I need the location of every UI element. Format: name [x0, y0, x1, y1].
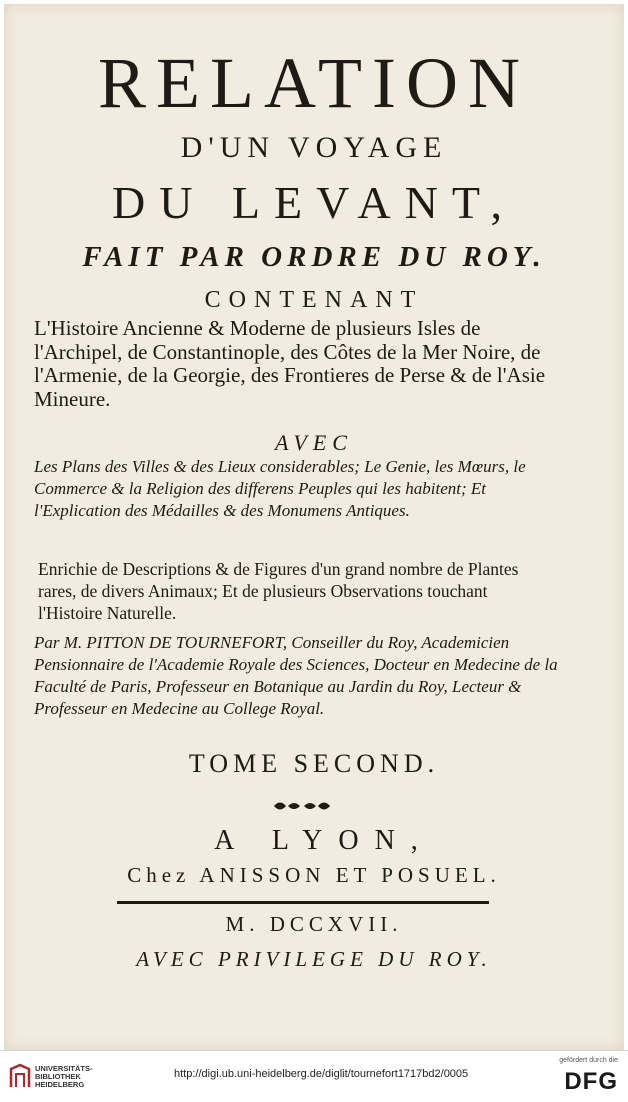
- dfg-logo[interactable]: DFG: [564, 1068, 618, 1095]
- contenant-heading: CONTENANT: [204, 287, 424, 313]
- divider-rule: [117, 901, 489, 904]
- title-relation: RELATION: [98, 43, 530, 123]
- contents-paragraph: L'Histoire Ancienne & Moderne de plusieurs Isles de l'Archipel, de Constantinople, des Côtes de la Mer Noire, de l'Armenie, de la Georgie, des Frontieres de Perse & de l'Asie Mineure.: [34, 316, 546, 411]
- funded-by-label: gefördert durch die: [559, 1057, 618, 1064]
- viewer-footer: [0, 1050, 628, 1102]
- printer-ornament-icon: [272, 799, 332, 813]
- author-paragraph: Par M. PITTON DE TOURNEFORT, Conseiller du Roy, Academicien Pensionnaire de l'Academie Royale des Sciences, Docteur en Medecine de la Faculté de Paris, Professeur en Botanique au Jardin du Roy, Lecteur & Professeur en Medecine au College Royal.: [34, 633, 558, 718]
- imprint-publisher: Chez ANISSON ET POSUEL.: [127, 863, 501, 887]
- avec-heading: AVEC: [275, 430, 353, 455]
- book-title-page: [4, 4, 624, 1050]
- permalink-url[interactable]: http://digi.ub.uni-heidelberg.de/diglit/tournefort1717bd2/0005: [174, 1068, 469, 1080]
- enrichie-paragraph: Enrichie de Descriptions & de Figures d'un grand nombre de Plantes rares, de divers Animaux; Et de plusieurs Observations touchant l'Histoire Naturelle.: [38, 559, 519, 623]
- university-library-logo-icon[interactable]: [8, 1063, 32, 1089]
- title-dun-voyage: D'UN VOYAGE: [180, 131, 448, 164]
- library-name: UNIVERSITÄTS- BIBLIOTHEK HEIDELBERG: [35, 1064, 93, 1089]
- privilege-line: AVEC PRIVILEGE DU ROY.: [136, 947, 492, 971]
- imprint-place: A LYON,: [214, 825, 434, 856]
- volume-label: TOME SECOND.: [188, 749, 440, 778]
- title-fait-par-ordre: FAIT PAR ORDRE DU ROY.: [82, 241, 546, 273]
- plans-paragraph: Les Plans des Villes & des Lieux considerables; Le Genie, les Mœurs, le Commerce & la Religion des differens Peuples qui les habitent; Et l'Explication des Médailles & des Monumens Antiques.: [34, 457, 526, 520]
- title-du-levant: DU LEVANT,: [111, 177, 517, 228]
- imprint-year: M. DCCXVII.: [225, 912, 403, 936]
